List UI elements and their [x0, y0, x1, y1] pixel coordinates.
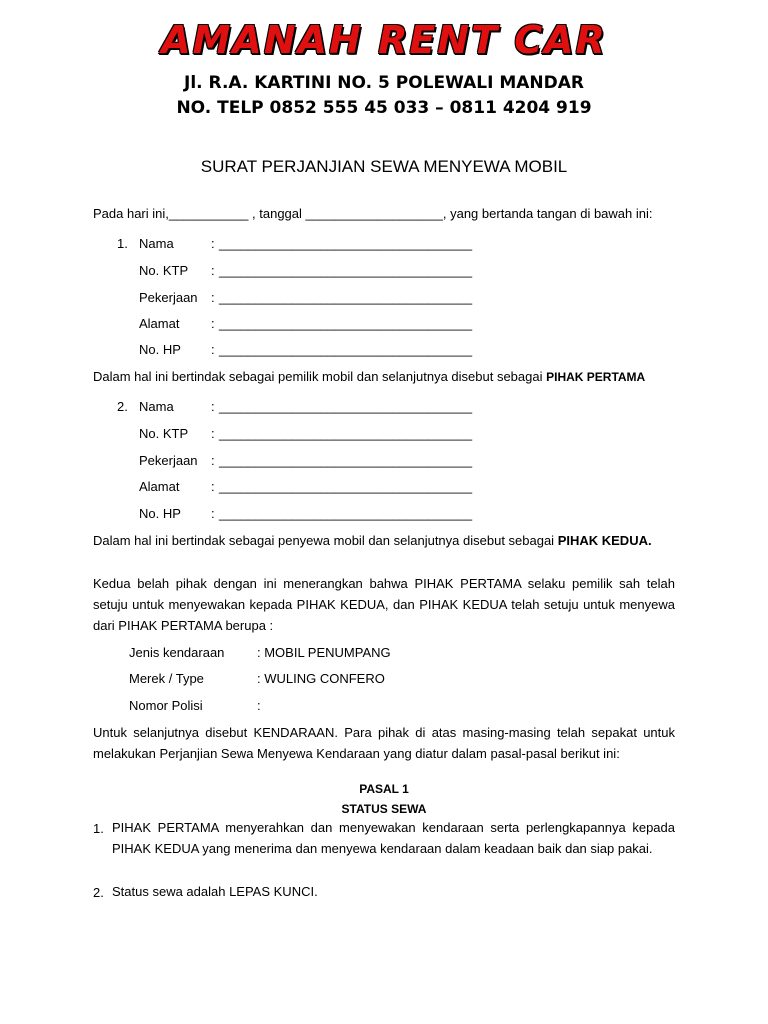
party1-role: [93, 366, 645, 388]
field-blank-line: ___________________________________: [219, 426, 473, 441]
party2-role-name: PIHAK KEDUA.: [557, 533, 652, 548]
field-label: Alamat: [139, 316, 180, 331]
list-item: Status sewa adalah LEPAS KUNCI.: [112, 884, 318, 899]
field-label: No. HP: [139, 506, 181, 521]
field-blank-line: ___________________________________: [219, 236, 473, 251]
field-colon: :: [211, 399, 215, 414]
field-colon: :: [211, 426, 215, 441]
field-blank-line: ___________________________________: [219, 342, 473, 357]
field-label: Alamat: [139, 479, 180, 494]
field-label: No. KTP: [139, 263, 189, 278]
party1-role-text: Dalam hal ini bertindak sebagai pemilik mobil dan selanjutnya disebut sebagai: [93, 369, 547, 384]
field-blank-line: ___________________________________: [219, 506, 473, 521]
pasal-heading: PASAL 1: [359, 782, 409, 796]
company-phone: NO. TELP 0852 555 45 033 – 0811 4204 919: [176, 98, 592, 118]
company-address: Jl. R.A. KARTINI NO. 5 POLEWALI MANDAR: [184, 73, 584, 93]
intro-text: Pada hari ini,___________ , tanggal ___________________, yang bertanda tangan di bawah ini:: [93, 206, 653, 221]
field-blank-line: ___________________________________: [219, 316, 473, 331]
field-label: Pekerjaan: [139, 290, 198, 305]
vehicle-label: Jenis kendaraan: [129, 645, 225, 660]
vehicle-value: : MOBIL PENUMPANG: [257, 645, 391, 660]
vehicle-value: : WULING CONFERO: [257, 671, 385, 686]
party2-role: [93, 530, 675, 551]
vehicle-label: Merek / Type: [129, 671, 204, 686]
party2-role-text: Dalam hal ini bertindak sebagai penyewa mobil dan selanjutnya disebut sebagai: [93, 533, 558, 548]
field-label: No. HP: [139, 342, 181, 357]
party1-role-name: PIHAK PERTAMA: [546, 370, 646, 384]
field-colon: :: [211, 479, 215, 494]
following-paragraph: Untuk selanjutnya disebut KENDARAAN. Para pihak di atas masing-masing telah sepakat untuk melakukan Perjanjian Sewa Menyewa Kendaraan yang diatur dalam pasal-pasal berikut ini:: [93, 725, 675, 761]
field-label: Nama: [139, 399, 174, 414]
field-colon: :: [211, 316, 215, 331]
field-blank-line: ___________________________________: [219, 453, 473, 468]
field-blank-line: ___________________________________: [219, 479, 473, 494]
list-item-number: 2.: [93, 885, 104, 900]
list-item-number: 1.: [93, 821, 104, 836]
field-blank-line: ___________________________________: [219, 399, 473, 414]
field-blank-line: ___________________________________: [219, 290, 473, 305]
field-label: Nama: [139, 236, 174, 251]
vehicle-label: Nomor Polisi: [129, 698, 203, 713]
field-colon: :: [211, 290, 215, 305]
field-colon: :: [211, 342, 215, 357]
field-colon: :: [211, 236, 215, 251]
vehicle-value: :: [257, 698, 261, 713]
field-colon: :: [211, 506, 215, 521]
field-label: No. KTP: [139, 426, 189, 441]
list-item: PIHAK PERTAMA menyerahkan dan menyewakan kendaraan serta perlengkapannya kepada PIHAK KEDUA yang menerima dan menyewa kendaraan dalam keadaan baik dan siap pakai.: [112, 820, 675, 856]
field-blank-line: ___________________________________: [219, 263, 473, 278]
agreement-paragraph: Kedua belah pihak dengan ini menerangkan bahwa PIHAK PERTAMA selaku pemilik sah telah setuju untuk menyewakan kepada PIHAK KEDUA, dan PIHAK KEDUA telah setuju untuk menyewa dari PIHAK PERTAMA berupa :: [93, 576, 675, 633]
brand-logo: AMANAH RENT CAR: [161, 18, 607, 62]
field-colon: :: [211, 263, 215, 278]
party1-number: 1.: [117, 236, 128, 251]
pasal-subheading: STATUS SEWA: [341, 802, 427, 816]
field-label: Pekerjaan: [139, 453, 198, 468]
party2-number: 2.: [117, 399, 128, 414]
document-title: SURAT PERJANJIAN SEWA MENYEWA MOBIL: [200, 157, 568, 176]
field-colon: :: [211, 453, 215, 468]
